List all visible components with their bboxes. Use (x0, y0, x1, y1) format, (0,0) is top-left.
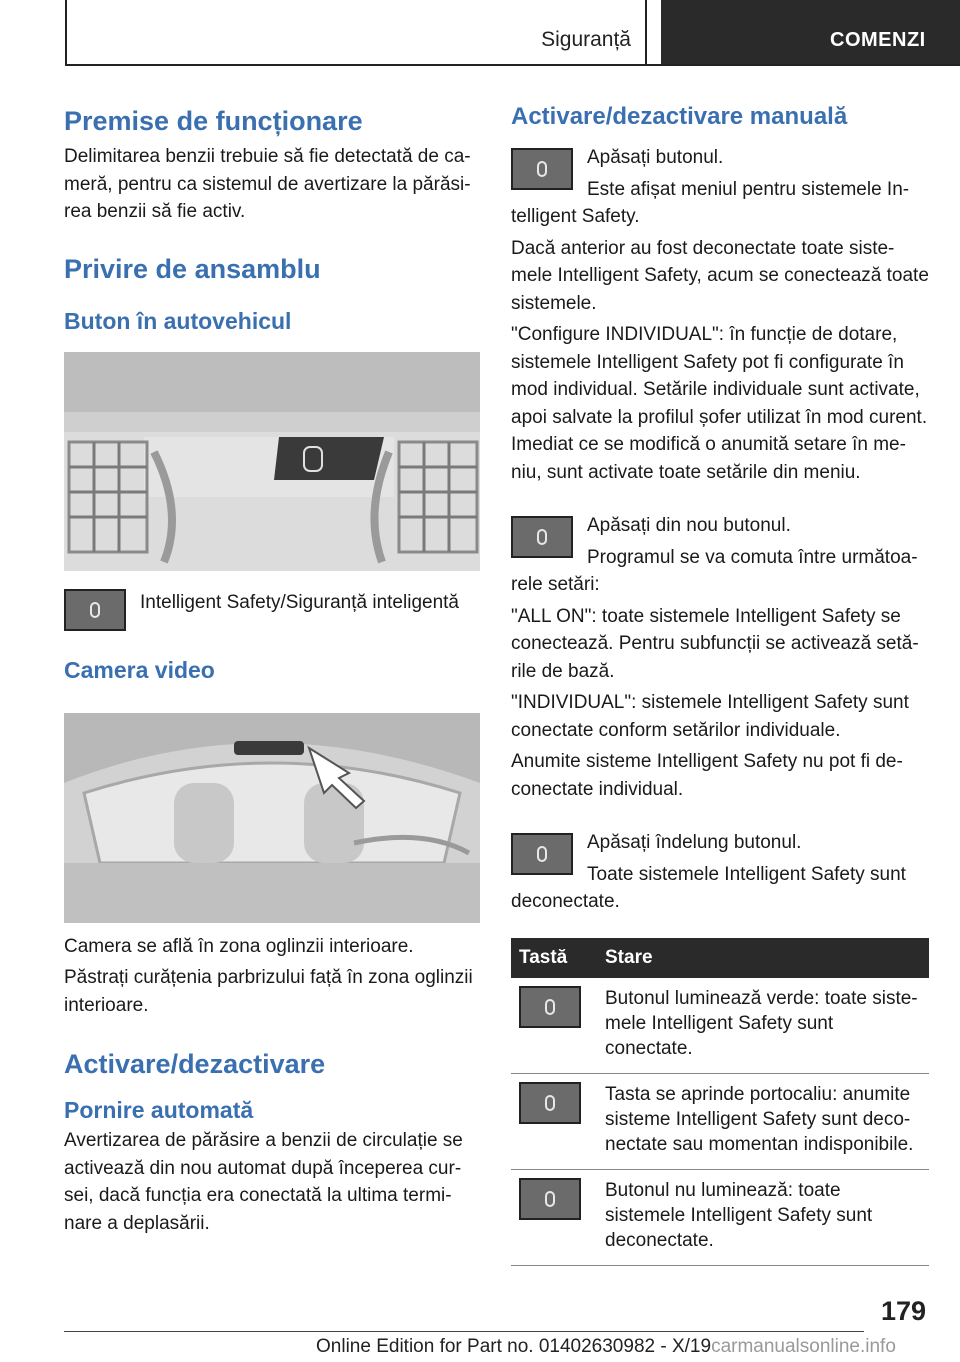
unlit-button-icon (519, 1178, 581, 1220)
chapter-tab (661, 0, 960, 64)
status-table (511, 938, 929, 1266)
right-paragraph-2: "Configure INDIVIDUAL": în funcție de dotare, sistemele Intelligent Safety pot fi configurate în mod individual. Setările individuale sunt activate, apoi salvate la profilul șofer utilizat în mod curent. Imediat ce se modifică o anumită setare în me-niu, sunt activate toate setările din meniu. (511, 324, 928, 483)
header-rule (65, 64, 960, 66)
step3-result-text: Toate sistemele Intelligent Safety sunt deconectate. (511, 863, 906, 912)
right-paragraph-5: Anumite sisteme Intelligent Safety nu pot fi de-conectate individual. (511, 751, 903, 800)
page-number: 179 (880, 1296, 926, 1326)
status-cell: Butonul nu luminează: toate sistemele Intelligent Safety sunt deconectate. (597, 1169, 929, 1265)
intelligent-safety-button-icon (511, 516, 573, 558)
step1-result-text: Este afișat meniul pentru sistemele In-telligent Safety. (511, 178, 910, 227)
footer (316, 1336, 896, 1358)
step2-result-text: Programul se va comuta între următoa-rele setări: (511, 546, 918, 595)
step-long-press (511, 829, 929, 857)
green-button-icon (519, 986, 581, 1028)
step3-result (511, 861, 929, 916)
edition-text: Online Edition for Part no. 01402630982 - X/19 (316, 1336, 712, 1357)
step3-text: Apăsați îndelung butonul. (587, 832, 802, 853)
section-tab (65, 0, 647, 64)
step2-text: Apăsați din nou butonul. (587, 515, 791, 536)
button-legend (64, 589, 480, 633)
step2-result (511, 544, 929, 599)
step-press-again (511, 512, 929, 540)
intelligent-safety-button-icon (511, 148, 573, 190)
table-row (511, 978, 929, 1074)
table-row (511, 1073, 929, 1169)
heading-auto-start: Pornire automată (64, 1097, 254, 1123)
intelligent-safety-button-icon (64, 589, 126, 631)
heading-premise: Premise de funcționare (64, 106, 363, 136)
left-column (64, 100, 480, 1237)
dashboard-button-photo (64, 352, 480, 571)
key-cell (511, 1073, 597, 1169)
right-column (511, 100, 929, 1266)
key-cell (511, 978, 597, 1074)
watermark: carmanualsonline.info (711, 1336, 896, 1357)
footer-rule (64, 1331, 864, 1332)
camera-text-1: Camera se află în zona oglinzii interioare. (64, 935, 414, 957)
orange-button-icon (519, 1082, 581, 1124)
right-paragraph-3: "ALL ON": toate sistemele Intelligent Safety se conectează. Pentru subfuncții se activează setă-rile de bază. (511, 605, 919, 682)
table-row (511, 1169, 929, 1265)
status-table-header (511, 938, 929, 978)
right-paragraph-1: Dacă anterior au fost deconectate toate siste-mele Intelligent Safety, acum se conectează toate sistemele. (511, 237, 929, 314)
heading-activation: Activare/dezactivare (64, 1049, 326, 1079)
camera-text-2: Păstrați curățenia parbrizului față în zona oglinzii interioare. (64, 967, 473, 1016)
auto-start-text: Avertizarea de părăsire a benzii de circulație se activează din nou automat după începerea cur-sei, dacă funcția era conectată la ultima termi-nare a deplasării. (64, 1130, 463, 1234)
page-header (0, 0, 960, 66)
right-paragraph-4: "INDIVIDUAL": sistemele Intelligent Safety sunt conectate conform setărilor individuale. (511, 692, 909, 741)
heading-manual: Activare/dezactivare manuală (511, 103, 848, 130)
col-key-header: Tastă (511, 938, 597, 978)
status-cell: Butonul luminează verde: toate siste-mele Intelligent Safety sunt conectate. (597, 978, 929, 1074)
intelligent-safety-button-icon (511, 833, 573, 875)
step-press (511, 144, 929, 172)
heading-camera: Camera video (64, 656, 215, 683)
step1-text: Apăsați butonul. (587, 147, 724, 168)
premise-text: Delimitarea benzii trebuie să fie detectată de ca-meră, pentru ca sistemul de avertizare la părăsi-rea benzii să fie activ. (64, 146, 471, 222)
camera-photo (64, 713, 480, 923)
button-caption: Intelligent Safety/Siguranță inteligentă (140, 591, 459, 613)
dashboard-illustration (64, 352, 480, 571)
heading-overview: Privire de ansamblu (64, 253, 321, 284)
col-status-header: Stare (597, 938, 929, 978)
step1-result (511, 176, 929, 231)
chapter-title: COMENZI (830, 29, 926, 51)
heading-button: Buton în autovehicul (64, 307, 292, 334)
status-cell: Tasta se aprinde portocaliu: anumite sisteme Intelligent Safety sunt deco-nectate sau momentan indisponibile. (597, 1073, 929, 1169)
key-cell (511, 1169, 597, 1265)
cabin-illustration (64, 713, 480, 923)
section-title: Siguranță (541, 28, 631, 51)
